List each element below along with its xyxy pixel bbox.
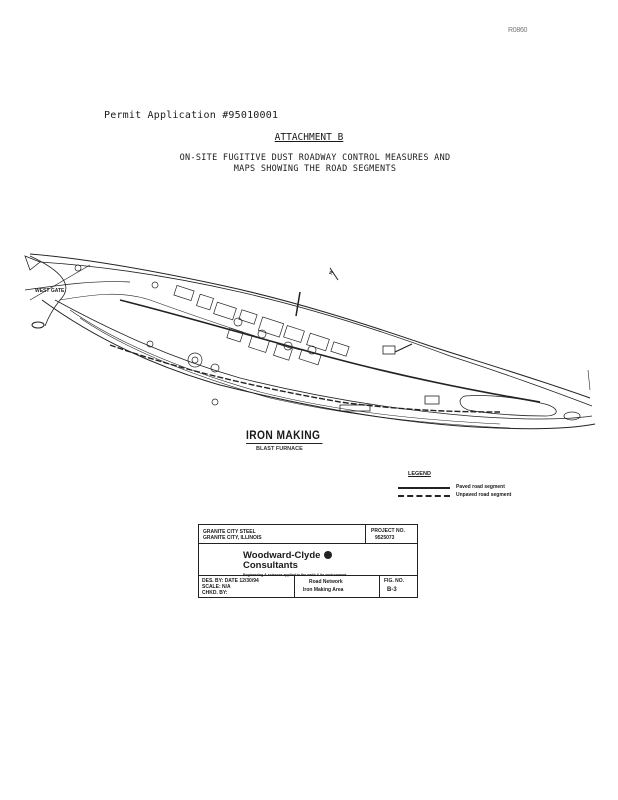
company-logo-icon <box>324 551 332 559</box>
date-line: DES. BY: DATE 12/30/94 <box>202 578 259 584</box>
legend-title: LEGEND <box>408 471 431 477</box>
company-line1: Woodward-Clyde <box>243 550 321 561</box>
attachment-label: ATTACHMENT B <box>274 132 344 143</box>
figure-number: B-3 <box>387 587 397 593</box>
road-segment-main <box>120 300 540 402</box>
client-line2: GRANITE CITY, ILLINOIS <box>203 535 262 541</box>
rail-line-4 <box>60 294 300 350</box>
site-map-drawing <box>0 240 618 440</box>
spur-line-2 <box>30 265 90 300</box>
document-title-line1: ON-SITE FUGITIVE DUST ROADWAY CONTROL MEASURES AND <box>179 153 451 163</box>
scale-line: SCALE: N/A <box>202 584 231 590</box>
drawing-title-block <box>198 524 418 598</box>
legend-item-paved <box>398 484 568 490</box>
company-tagline: Engineering & sciences applied to the earth & its environment <box>243 573 347 577</box>
permit-application-number: Permit Application #95010001 <box>104 110 279 121</box>
attachment-heading <box>0 132 618 143</box>
legend-label-unpaved: Unpaved road segment <box>456 492 512 498</box>
figure-number-label: FIG. NO. <box>384 578 404 584</box>
document-title <box>150 153 480 174</box>
arrow-line <box>395 344 412 352</box>
site-boundary-upper <box>30 254 590 398</box>
legend-item-unpaved <box>398 492 568 498</box>
map-note-north: N <box>328 270 336 276</box>
company-line2: Consultants <box>243 560 298 571</box>
drawing-title-2: Iron Making Area <box>303 587 344 593</box>
site-boundary-lower-inner <box>55 300 592 419</box>
map-title: IRON MAKING <box>246 428 321 442</box>
rail-line-3 <box>80 318 510 428</box>
map-subtitle: BLAST FURNACE <box>256 446 303 452</box>
drawing-title-1: Road Network <box>309 579 343 585</box>
site-boundary-lower <box>42 300 595 429</box>
east-oval <box>460 395 556 416</box>
project-number-label: PROJECT NO. <box>371 528 405 534</box>
document-title-line2: MAPS SHOWING THE ROAD SEGMENTS <box>233 163 397 174</box>
document-stamp: R0860 <box>508 27 528 34</box>
map-note-west: WEST GATE <box>35 288 65 294</box>
checked-line: CHKD. BY: <box>202 590 228 596</box>
project-number: 9525073 <box>375 535 395 541</box>
company-name <box>243 551 332 571</box>
rail-line-2 <box>70 310 500 424</box>
client-line1: GRANITE CITY STEEL <box>203 529 256 535</box>
legend-label-paved: Paved road segment <box>456 484 505 490</box>
